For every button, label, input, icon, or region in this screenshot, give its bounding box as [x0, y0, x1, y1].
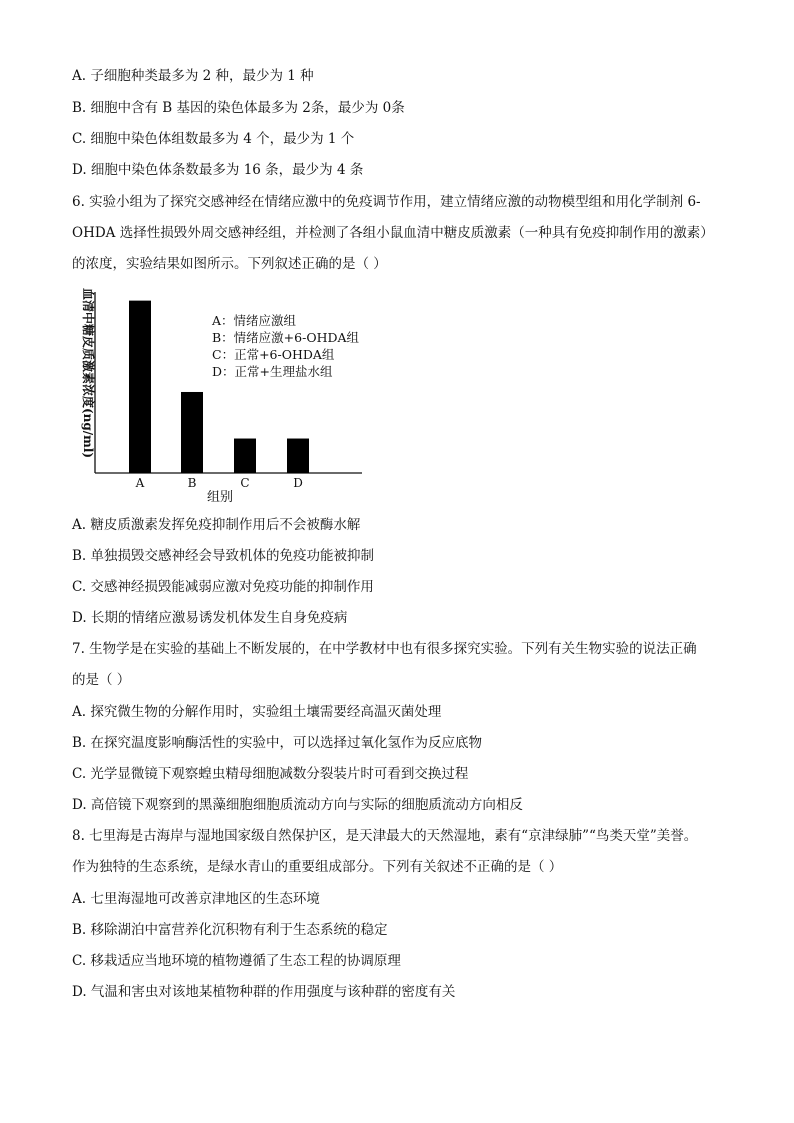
- q5-option-b: B. 细胞中含有 B 基因的染色体最多为 2条，最少为 0条: [72, 100, 405, 116]
- q7-stem-line-1: 7. 生物学是在实验的基础上不断发展的，在中学教材中也有很多探究实验。下列有关生物实验的说法正确: [72, 641, 697, 657]
- q7-option-d: D. 高倍镜下观察到的黑藻细胞细胞质流动方向与实际的细胞质流动方向相反: [72, 797, 523, 813]
- q7-option-a: A. 探究微生物的分解作用时，实验组土壤需要经高温灭菌处理: [72, 704, 442, 720]
- x-axis-label: 组别: [206, 490, 234, 505]
- legend-entry: D：正常+生理盐水组: [212, 364, 333, 379]
- q5-option-a: A. 子细胞种类最多为 2 种，最少为 1 种: [72, 68, 314, 84]
- x-tick-label: A: [135, 476, 145, 490]
- x-tick-label: B: [187, 476, 197, 490]
- x-tick-label: C: [240, 476, 250, 490]
- bar-c: [234, 439, 256, 473]
- legend-entry: C：正常+6-OHDA组: [212, 347, 335, 362]
- bar-d: [287, 439, 309, 473]
- q6-stem-line-2: OHDA 选择性损毁外周交感神经组，并检测了各组小鼠血清中糖皮质激素（一种具有免疫抑制作用的激素）: [72, 225, 714, 241]
- bar-b: [181, 392, 203, 473]
- q6-option-c: C. 交感神经损毁能减弱应激对免疫功能的抑制作用: [72, 579, 374, 595]
- q6-bar-chart: [72, 284, 372, 506]
- q6-stem-line-1: 6. 实验小组为了探究交感神经在情绪应激中的免疫调节作用，建立情绪应激的动物模型组和用化学制剂 6-: [72, 194, 701, 210]
- bar-chart-svg: [72, 284, 372, 506]
- x-tick-label: D: [293, 476, 303, 490]
- legend-entry: A：情绪应激组: [212, 313, 297, 328]
- q5-option-d: D. 细胞中染色体条数最多为 16 条，最少为 4 条: [72, 162, 364, 178]
- q7-option-c: C. 光学显微镜下观察蝗虫精母细胞减数分裂装片时可看到交换过程: [72, 766, 469, 782]
- q6-stem-line-3: 的浓度，实验结果如图所示。下列叙述正确的是（ ）: [72, 256, 387, 272]
- q7-stem-line-2: 的是（ ）: [72, 672, 131, 688]
- q6-option-d: D. 长期的情绪应激易诱发机体发生自身免疫病: [72, 610, 348, 626]
- q8-option-d: D. 气温和害虫对该地某植物种群的作用强度与该种群的密度有关: [72, 984, 456, 1000]
- q8-stem-line-1: 8. 七里海是古海岸与湿地国家级自然保护区，是天津最大的天然湿地，素有“京津绿肺”“鸟类天堂”美誉。: [72, 828, 698, 844]
- q8-option-b: B. 移除湖泊中富营养化沉积物有利于生态系统的稳定: [72, 922, 388, 938]
- q8-option-c: C. 移栽适应当地环境的植物遵循了生态工程的协调原理: [72, 953, 401, 969]
- q8-stem-line-2: 作为独特的生态系统，是绿水青山的重要组成部分。下列有关叙述不正确的是（ ）: [72, 859, 563, 875]
- q5-option-c: C. 细胞中染色体组数最多为 4 个，最少为 1 个: [72, 131, 355, 147]
- q8-option-a: A. 七里海湿地可改善京津地区的生态环境: [72, 891, 320, 907]
- bar-a: [129, 301, 151, 473]
- q6-option-a: A. 糖皮质激素发挥免疫抑制作用后不会被酶水解: [72, 517, 361, 533]
- y-axis-label: 血清中糖皮质激素浓度(ng/ml): [81, 288, 95, 459]
- q7-option-b: B. 在探究温度影响酶活性的实验中，可以选择过氧化氢作为反应底物: [72, 735, 483, 751]
- legend-entry: B：情绪应激+6-OHDA组: [212, 330, 360, 345]
- q6-option-b: B. 单独损毁交感神经会导致机体的免疫功能被抑制: [72, 548, 375, 564]
